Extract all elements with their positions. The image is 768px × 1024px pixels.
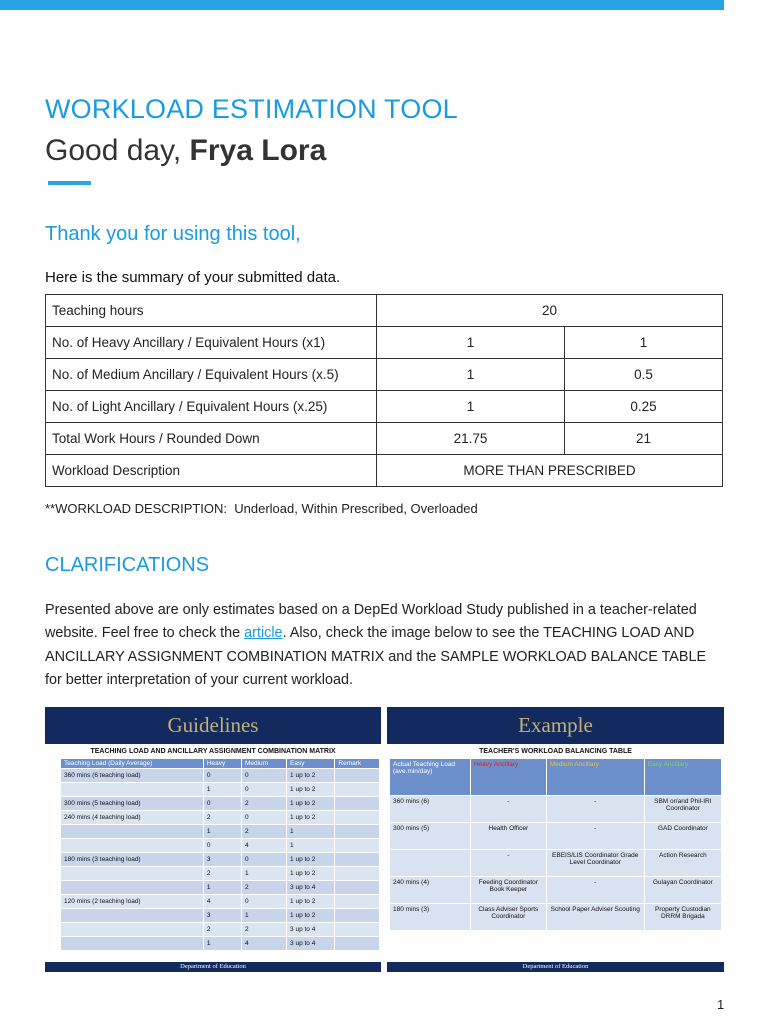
table-cell: Health Officer	[470, 823, 546, 850]
table-cell: 0	[241, 811, 286, 825]
table-cell: 1	[287, 825, 335, 839]
table-cell: 2	[241, 825, 286, 839]
page-title: WORKLOAD ESTIMATION TOOL	[45, 94, 458, 124]
heavy-count: 1	[377, 327, 565, 359]
combination-matrix	[60, 758, 380, 951]
column-header: Teaching Load (Daily Average)	[61, 759, 204, 769]
table-cell: -	[546, 796, 644, 823]
table-cell: SBM or/and Phil-IRI Coordinator	[644, 796, 721, 823]
column-header: Remark	[335, 759, 380, 769]
table-row	[390, 877, 722, 904]
table-cell	[335, 769, 380, 783]
column-header: Heavy	[203, 759, 241, 769]
table-cell: Gulayan Coordinator	[644, 877, 721, 904]
table-cell: 1	[287, 839, 335, 853]
table-cell	[335, 923, 380, 937]
table-cell: 180 mins (3 teaching load)	[61, 853, 204, 867]
table-cell	[335, 839, 380, 853]
column-header: Medium	[241, 759, 286, 769]
table-cell: 120 mins (2 teaching load)	[61, 895, 204, 909]
row-label: Workload Description	[46, 455, 377, 487]
table-row	[61, 937, 380, 951]
table-cell: 2	[203, 923, 241, 937]
balancing-table	[389, 758, 722, 931]
table-cell	[61, 783, 204, 797]
column-header: Easy	[287, 759, 335, 769]
table-cell	[335, 853, 380, 867]
table-cell: Property Custodian DRRM Brigada	[644, 904, 721, 931]
table-cell	[335, 797, 380, 811]
table-row	[61, 839, 380, 853]
table-cell: 0	[203, 797, 241, 811]
example-image	[387, 707, 724, 972]
table-cell: Action Research	[644, 850, 721, 877]
page-number: 1	[717, 997, 725, 1012]
table-cell: 2	[203, 811, 241, 825]
table-cell: 1	[241, 909, 286, 923]
thanks-heading: Thank you for using this tool,	[45, 223, 301, 245]
table-cell	[335, 825, 380, 839]
top-accent-bar	[0, 0, 724, 10]
table-cell	[61, 839, 204, 853]
table-row	[61, 853, 380, 867]
table-cell	[335, 881, 380, 895]
table-cell: 1	[241, 867, 286, 881]
table-cell: -	[546, 877, 644, 904]
table-row	[46, 455, 723, 487]
table-cell: 2	[241, 797, 286, 811]
table-cell: 4	[203, 895, 241, 909]
table-row	[46, 391, 723, 423]
workload-description: MORE THAN PRESCRIBED	[377, 455, 723, 487]
total-rounded: 21	[565, 423, 723, 455]
table-cell: 3 up to 4	[287, 937, 335, 951]
table-cell	[61, 909, 204, 923]
example-footer: Department of Education	[387, 962, 724, 972]
guidelines-title: Guidelines	[45, 707, 381, 744]
row-label: No. of Medium Ancillary / Equivalent Hours (x.5)	[46, 359, 377, 391]
medium-count: 1	[377, 359, 565, 391]
table-cell: 1 up to 2	[287, 783, 335, 797]
summary-intro: Here is the summary of your submitted data.	[45, 269, 341, 286]
table-cell: 360 mins (6)	[390, 796, 471, 823]
table-cell: 2	[241, 881, 286, 895]
table-row	[46, 359, 723, 391]
table-cell: 360 mins (6 teaching load)	[61, 769, 204, 783]
table-cell: 1 up to 2	[287, 867, 335, 881]
table-cell: 0	[203, 769, 241, 783]
teaching-hours-value: 20	[377, 295, 723, 327]
table-row	[46, 327, 723, 359]
table-row	[61, 895, 380, 909]
table-cell: 1 up to 2	[287, 797, 335, 811]
column-header: Actual Teaching Load (ave.min/day)	[390, 759, 471, 796]
table-cell: -	[470, 850, 546, 877]
table-cell: 0	[241, 853, 286, 867]
table-cell: 3	[203, 909, 241, 923]
table-cell: 4	[241, 937, 286, 951]
heavy-hours: 1	[565, 327, 723, 359]
table-cell: EBEIS/LIS Coordinator Grade Level Coordinator	[546, 850, 644, 877]
guidelines-image	[45, 707, 381, 972]
table-cell	[335, 895, 380, 909]
table-cell	[335, 783, 380, 797]
table-cell: Class Adviser Sports Coordinator	[470, 904, 546, 931]
clarifications-heading: CLARIFICATIONS	[45, 554, 210, 576]
table-row	[46, 295, 723, 327]
medium-hours: 0.5	[565, 359, 723, 391]
table-cell: 300 mins (5)	[390, 823, 471, 850]
table-cell: 4	[241, 839, 286, 853]
table-cell: 240 mins (4)	[390, 877, 471, 904]
table-cell: 1 up to 2	[287, 895, 335, 909]
example-title: Example	[387, 707, 724, 744]
paragraph-text-2: . Also, check the image below to see the TEACHING LOAD AND ANCILLARY ASSIGNMENT COMBINATION MATRIX and the SAMPLE WORKLOAD BALANCE TABLE for better interpretation of your current workload.	[45, 625, 707, 689]
table-cell: 1	[203, 783, 241, 797]
table-row	[61, 825, 380, 839]
table-cell	[61, 923, 204, 937]
row-label: Total Work Hours / Rounded Down	[46, 423, 377, 455]
total-exact: 21.75	[377, 423, 565, 455]
table-cell: GAD Coordinator	[644, 823, 721, 850]
table-header-row	[390, 759, 722, 796]
table-cell: 180 mins (3)	[390, 904, 471, 931]
title-underline	[48, 181, 91, 185]
table-cell: 2	[241, 923, 286, 937]
greeting	[45, 134, 326, 168]
table-cell	[61, 825, 204, 839]
table-cell: 3 up to 4	[287, 881, 335, 895]
table-cell: -	[470, 796, 546, 823]
table-cell: 0	[241, 895, 286, 909]
table-cell: 1 up to 2	[287, 811, 335, 825]
table-cell	[390, 850, 471, 877]
table-cell: 2	[203, 867, 241, 881]
table-row	[61, 797, 380, 811]
table-cell: 0	[203, 839, 241, 853]
row-label: Teaching hours	[46, 295, 377, 327]
table-cell	[335, 909, 380, 923]
table-cell: 1	[203, 825, 241, 839]
table-cell: -	[546, 823, 644, 850]
table-row	[61, 867, 380, 881]
table-row	[390, 850, 722, 877]
clarifications-paragraph	[45, 599, 725, 693]
table-row	[61, 769, 380, 783]
table-cell: School Paper Adviser Scouting	[546, 904, 644, 931]
light-count: 1	[377, 391, 565, 423]
table-cell: 1	[203, 881, 241, 895]
guidelines-subtitle: TEACHING LOAD AND ANCILLARY ASSIGNMENT COMBINATION MATRIX	[90, 748, 336, 755]
table-row	[390, 796, 722, 823]
table-cell	[61, 881, 204, 895]
article-link[interactable]: article	[244, 625, 283, 642]
table-cell: 3 up to 4	[287, 923, 335, 937]
table-row	[61, 783, 380, 797]
table-header-row	[61, 759, 380, 769]
table-cell: 1 up to 2	[287, 853, 335, 867]
table-cell: 0	[241, 783, 286, 797]
table-cell: 3	[203, 853, 241, 867]
table-cell	[335, 937, 380, 951]
table-cell: 0	[241, 769, 286, 783]
column-header: Medium Ancillary	[546, 759, 644, 796]
table-cell	[335, 811, 380, 825]
guidelines-footer: Department of Education	[45, 962, 381, 972]
table-row	[61, 909, 380, 923]
summary-table	[45, 294, 723, 487]
greeting-text: Good day,	[45, 134, 182, 167]
table-row	[46, 423, 723, 455]
table-cell	[61, 867, 204, 881]
table-cell: 1 up to 2	[287, 769, 335, 783]
table-cell: Feeding Coordinator Book Keeper	[470, 877, 546, 904]
paragraph-text-1: Presented above are only estimates based on a DepEd Workload Study published in a teacher-related website. Feel free to check the	[45, 602, 697, 642]
user-name: Frya Lora	[189, 134, 327, 167]
table-cell	[61, 937, 204, 951]
column-header: Easy Ancillary	[644, 759, 721, 796]
example-subtitle: TEACHER'S WORKLOAD BALANCING TABLE	[479, 748, 632, 755]
workload-note: **WORKLOAD DESCRIPTION: Underload, Within Prescribed, Overloaded	[45, 501, 478, 516]
table-cell: 300 mins (5 teaching load)	[61, 797, 204, 811]
table-cell: 1 up to 2	[287, 909, 335, 923]
table-cell: 240 mins (4 teaching load)	[61, 811, 204, 825]
table-row	[61, 923, 380, 937]
table-cell: 1	[203, 937, 241, 951]
table-row	[61, 811, 380, 825]
table-row	[61, 881, 380, 895]
row-label: No. of Heavy Ancillary / Equivalent Hours (x1)	[46, 327, 377, 359]
light-hours: 0.25	[565, 391, 723, 423]
row-label: No. of Light Ancillary / Equivalent Hours (x.25)	[46, 391, 377, 423]
table-cell	[335, 867, 380, 881]
table-row	[390, 823, 722, 850]
table-row	[390, 904, 722, 931]
column-header: Heavy Ancillary	[470, 759, 546, 796]
